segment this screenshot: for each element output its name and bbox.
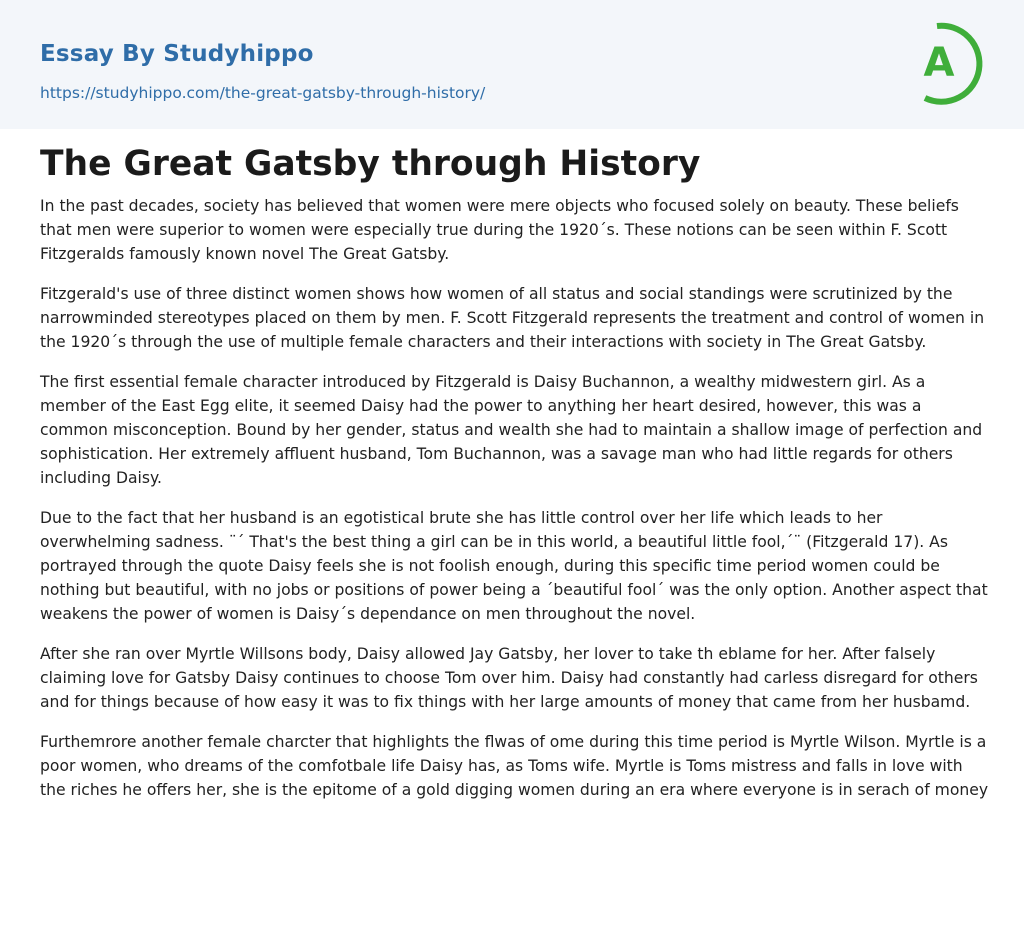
studyhippo-logo-icon[interactable] — [912, 19, 986, 105]
essay-url-link[interactable]: https://studyhippo.com/the-great-gatsby-through-history/ — [40, 84, 486, 102]
page-title: The Great Gatsby through History — [40, 144, 701, 184]
essay-paragraph: Fitzgerald's use of three distinct women shows how women of all status and social standings were scrutinized by the narrowminded stereotypes placed on them by men. F. Scott Fitzgerald represents the treatment and control of women in the 1920´s through the use of multiple female characters and their interactions with society in The Great Gatsby. — [40, 285, 985, 351]
site-brand[interactable]: Essay By Studyhippo — [40, 41, 314, 67]
essay-body — [40, 194, 990, 818]
essay-paragraph: In the past decades, society has believed that women were mere objects who focused solely on beauty. These beliefs that men were superior to women were especially true during the 1920´s. These notions can be seen within F. Scott Fitzgeralds famously known novel The Great Gatsby. — [40, 197, 959, 263]
logo-letter: A — [923, 40, 955, 86]
page-header — [0, 0, 1024, 129]
essay-paragraph: The first essential female character introduced by Fitzgerald is Daisy Buchannon, a wealthy midwestern girl. As a member of the East Egg elite, it seemed Daisy had the power to anything her heart desired, however, this was a common misconception. Bound by her gender, status and wealth she had to maintain a shallow image of perfection and sophistication. Her extremely affluent husband, Tom Buchannon, was a savage man who had little regards for others including Daisy. — [40, 373, 983, 487]
essay-paragraph: After she ran over Myrtle Willsons body, Daisy allowed Jay Gatsby, her lover to take th eblame for her. After falsely claiming love for Gatsby Daisy continues to choose Tom over him. Daisy had constantly had carless disregard for others and for things because of how easy it was to fix things with her large amounts of money that came from her husbamd. — [40, 645, 978, 711]
essay-paragraph: Furthemrore another female charcter that highlights the flwas of ome during this time period is Myrtle Wilson. Myrtle is a poor women, who dreams of the comfotbale life Daisy has, as Toms wife. Myrtle is Toms mistress and falls in love with the riches he offers her, she is the epitome of a gold digging women during an era where everyone is in serach of money — [40, 733, 989, 799]
essay-paragraph: Due to the fact that her husband is an egotistical brute she has little control over her life which leads to her overwhelming sadness. ¨´ That's the best thing a girl can be in this world, a beautiful little fool,´¨ (Fitzgerald 17). As portrayed through the quote Daisy feels she is not foolish enough, during this specific time period women could be nothing but beautiful, with no jobs or positions of power being a ´beautiful fool´ was the only option. Another aspect that weakens the power of women is Daisy´s dependance on men throughout the novel. — [40, 509, 988, 623]
